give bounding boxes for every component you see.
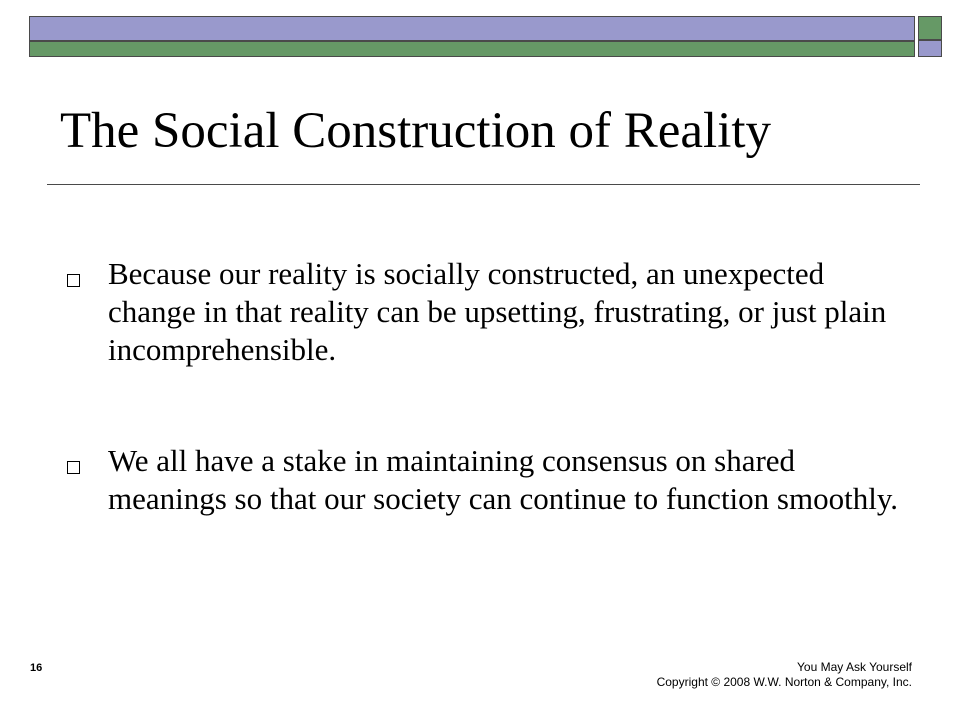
page-number: 16: [30, 662, 43, 674]
copyright-notice: Copyright © 2008 W.W. Norton & Company, Inc.: [656, 675, 912, 689]
book-title: You May Ask Yourself: [797, 660, 912, 674]
hollow-square-icon: [67, 274, 80, 287]
slide-title: The Social Construction of Reality: [60, 103, 772, 159]
hollow-square-icon: [67, 461, 80, 474]
header-square-top: [918, 16, 942, 40]
footer-credits: [657, 660, 912, 690]
bullet-text: We all have a stake in maintaining consensus on shared meanings so that our society can continue to function smoothly.: [108, 443, 899, 516]
bullet-item: [60, 442, 900, 518]
bullet-item: [60, 255, 900, 369]
header-bar-top: [29, 16, 915, 41]
header-square-bottom: [918, 40, 942, 57]
title-divider: [47, 184, 920, 185]
bullet-text: Because our reality is socially constructed, an unexpected change in that reality can be upsetting, frustrating, or just plain incomprehensible.: [108, 256, 887, 367]
header-bar-bottom: [29, 41, 915, 57]
